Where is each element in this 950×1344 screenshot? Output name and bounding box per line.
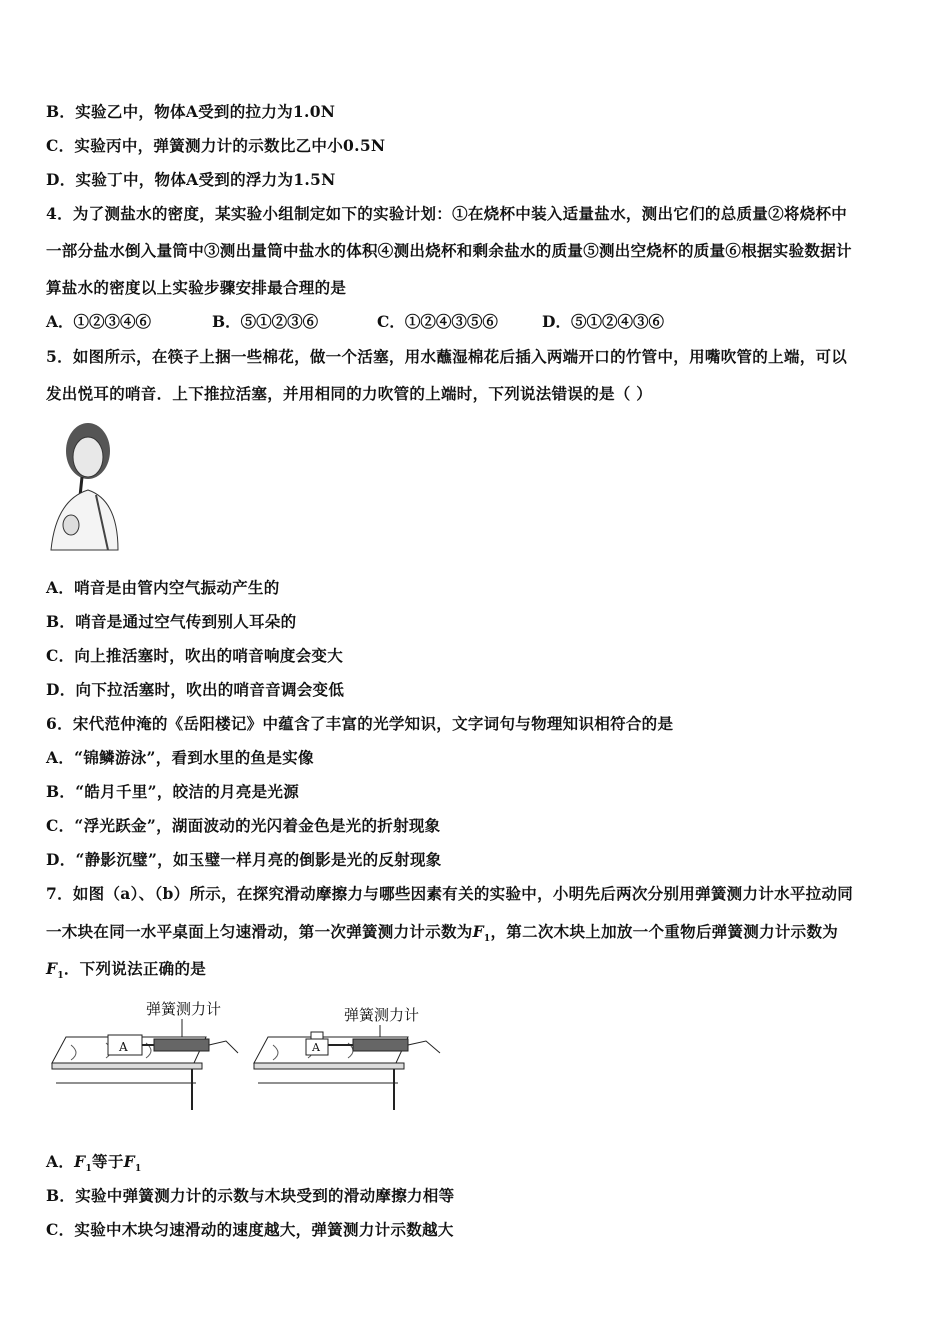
q7-text: 一木块在同一水平桌面上匀速滑动，第一次弹簧测力计示数为 (46, 922, 473, 941)
q7-option-b: B．实验中弹簧测力计的示数与木块受到的滑动摩擦力相等 (46, 1186, 455, 1205)
q6-option-d: D．“静影沉璧”，如玉璧一样月亮的倒影是光的反射现象 (46, 850, 442, 869)
q7-option-a (46, 1152, 142, 1179)
q7-text: ．下列说法正确的是 (63, 959, 207, 978)
f-subscript: 1 (134, 1164, 142, 1175)
q3-option-c: C．实验丙中，弹簧测力计的示数比乙中小0.5N (46, 136, 386, 155)
q7-text: 等于 (92, 1152, 124, 1171)
q5-option-a: A．哨音是由管内空气振动产生的 (46, 578, 280, 597)
q4-option-b: B．⑤①②③⑥ (212, 312, 319, 331)
q6-option-a: A．“锦鳞游泳”，看到水里的鱼是实像 (46, 748, 314, 767)
q4-option-d: D．⑤①②④③⑥ (542, 312, 664, 331)
q4-option-a: A．①②③④⑥ (46, 312, 152, 331)
spring-scale-label: 弹簧测力计 (146, 1000, 222, 1018)
q7-option-c: C．实验中木块匀速滑动的速度越大，弹簧测力计示数越大 (46, 1220, 454, 1239)
q4-stem-line: 一部分盐水倒入量筒中③测出量筒中盐水的体积④测出烧杯和剩余盐水的质量⑤测出空烧杯的质量⑥根据实验数据计 (46, 241, 852, 260)
q5-stem-line: 发出悦耳的哨音．上下推拉活塞，并用相同的力吹管的上端时，下列说法错误的是（ ） (46, 384, 653, 403)
q6-option-b: B．“皓月千里”，皎洁的月亮是光源 (46, 782, 300, 801)
q5-option-c: C．向上推活塞时，吹出的哨音响度会变大 (46, 646, 344, 665)
q3-option-d: D．实验丁中，物体A受到的浮力为1.5N (46, 170, 336, 189)
q7-stem-line (46, 922, 838, 949)
q5-stem-line: 5．如图所示，在筷子上捆一些棉花，做一个活塞，用水蘸湿棉花后插入两端开口的竹管中，用嘴吹管的上端，可以 (46, 347, 848, 366)
girl-blowing-whistle-image (46, 415, 121, 555)
f-symbol: F (123, 1152, 135, 1171)
q7-text: ，第二次木块上加放一个重物后弹簧测力计示数为 (490, 922, 839, 941)
q3-option-b: B．实验乙中，物体A受到的拉力为1.0N (46, 102, 336, 121)
figure-a (46, 995, 246, 1110)
f-subscript: 1 (85, 1164, 93, 1175)
q7-stem-line: 7．如图（a）、（b）所示，在探究滑动摩擦力与哪些因素有关的实验中，小明先后两次分别用弹簧测力计水平拉动同 (46, 884, 854, 903)
q5-option-d: D．向下拉活塞时，吹出的哨音音调会变低 (46, 680, 345, 699)
spring-scale-label: 弹簧测力计 (344, 1006, 420, 1024)
q5-option-b: B．哨音是通过空气传到别人耳朵的 (46, 612, 297, 631)
f-symbol: F (46, 959, 58, 978)
block-a-label: A (119, 1040, 128, 1054)
q7-stem-line (46, 959, 206, 986)
q4-stem-line: 4．为了测盐水的密度，某实验小组制定如下的实验计划：①在烧杯中装入适量盐水，测出它们的总质量②将烧杯中 (46, 204, 848, 223)
option-letter: A． (46, 1152, 75, 1171)
f-subscript: 1 (483, 934, 491, 945)
f-symbol: F (472, 922, 484, 941)
f-symbol: F (74, 1152, 86, 1171)
q6-stem: 6．宋代范仲淹的《岳阳楼记》中蕴含了丰富的光学知识，文字词句与物理知识相符合的是 (46, 714, 674, 733)
block-a-label: A (312, 1041, 320, 1054)
f-subscript: 1 (57, 971, 64, 982)
figure-b (248, 995, 448, 1110)
q4-stem-line: 算盐水的密度以上实验步骤安排最合理的是 (46, 278, 347, 297)
q6-option-c: C．“浮光跃金”，湖面波动的光闪着金色是光的折射现象 (46, 816, 441, 835)
q4-option-c: C．①②④③⑤⑥ (377, 312, 498, 331)
